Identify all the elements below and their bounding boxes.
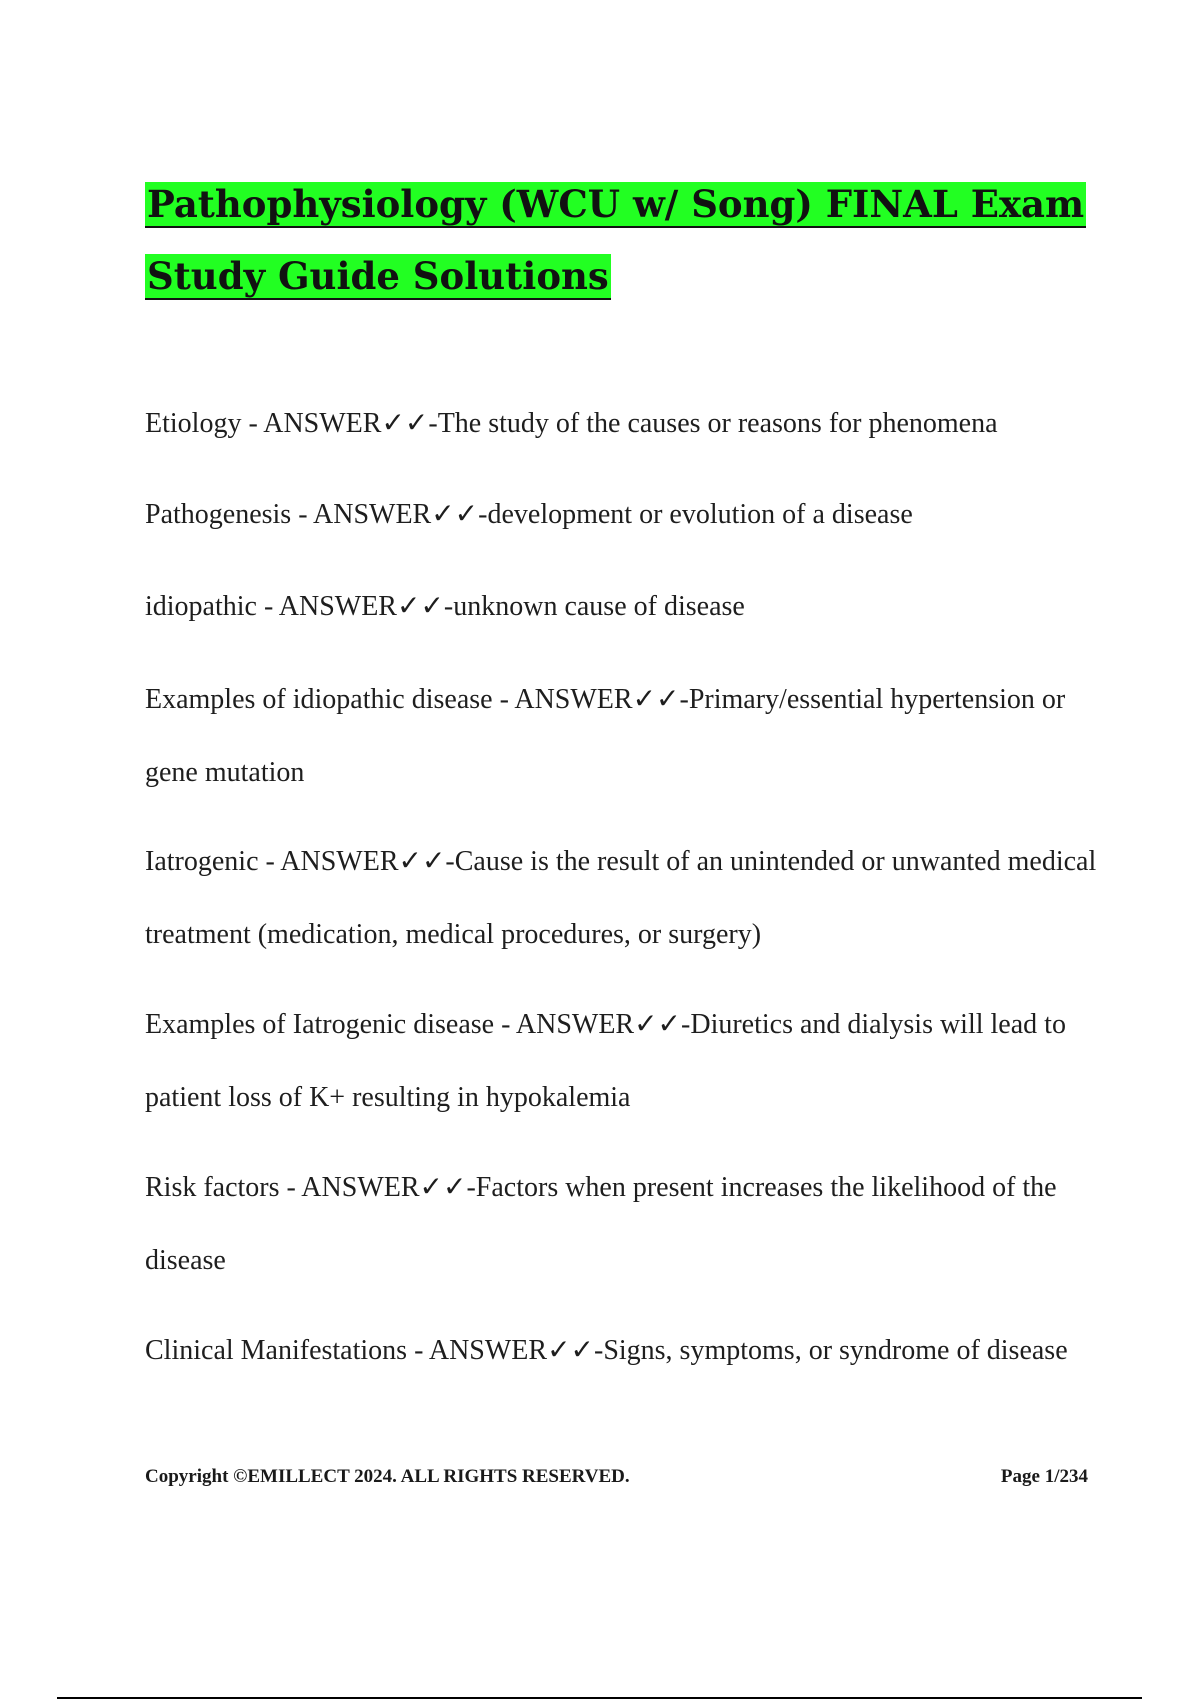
document-title-text: Pathophysiology (WCU w/ Song) FINAL Exam Study Guide Solutions	[147, 182, 1085, 298]
qa-answer-marker: - ANSWER✓✓-	[256, 591, 454, 622]
qa-entry	[145, 1151, 1100, 1297]
qa-term: Examples of idiopathic disease	[145, 684, 493, 715]
qa-answer: Diuretics and dialysis will lead to patient loss of K+ resulting in hypokalemia	[145, 1009, 1066, 1113]
bottom-divider	[57, 1697, 1142, 1699]
qa-entry	[145, 387, 1100, 460]
qa-entry	[145, 663, 1100, 809]
qa-term: Clinical Manifestations	[145, 1335, 408, 1366]
qa-answer-marker: - ANSWER✓✓-	[494, 1009, 691, 1040]
qa-term: Examples of Iatrogenic disease	[145, 1009, 495, 1040]
qa-term: Iatrogenic	[145, 846, 259, 877]
qa-entry	[145, 988, 1100, 1134]
qa-entry	[145, 478, 1100, 551]
qa-answer: Cause is the result of an unintended or unwanted medical treatment (medication, medical procedures, or surgery)	[145, 846, 1097, 950]
qa-term: Risk factors	[145, 1172, 280, 1203]
document-title	[145, 168, 1105, 312]
qa-term: Pathogenesis	[145, 499, 292, 530]
qa-entry	[145, 570, 1100, 643]
page-footer	[145, 1466, 1088, 1488]
qa-answer: The study of the causes or reasons for phenomena	[437, 408, 998, 439]
qa-entry	[145, 825, 1100, 971]
qa-answer: Factors when present increases the likelihood of the disease	[145, 1172, 1057, 1276]
qa-answer-marker: - ANSWER✓✓-	[279, 1172, 476, 1203]
qa-entry	[145, 1314, 1100, 1387]
qa-term: idiopathic	[145, 591, 257, 622]
qa-answer-marker: - ANSWER✓✓-	[258, 846, 455, 877]
qa-answer-marker: - ANSWER✓✓-	[492, 684, 689, 715]
qa-term: Etiology	[145, 408, 242, 439]
page-number: Page 1/234	[1000, 1466, 1088, 1487]
qa-answer: Primary/essential hypertension or gene mutation	[145, 684, 1066, 788]
qa-answer-marker: - ANSWER✓✓-	[407, 1335, 604, 1366]
qa-answer-marker: - ANSWER✓✓-	[241, 408, 438, 439]
qa-answer: unknown cause of disease	[453, 591, 745, 622]
qa-answer: Signs, symptoms, or syndrome of disease	[603, 1335, 1068, 1366]
qa-answer: development or evolution of a disease	[487, 499, 913, 530]
copyright-notice: Copyright ©EMILLECT 2024. ALL RIGHTS RESERVED.	[145, 1466, 630, 1487]
qa-answer-marker: - ANSWER✓✓-	[291, 499, 488, 530]
